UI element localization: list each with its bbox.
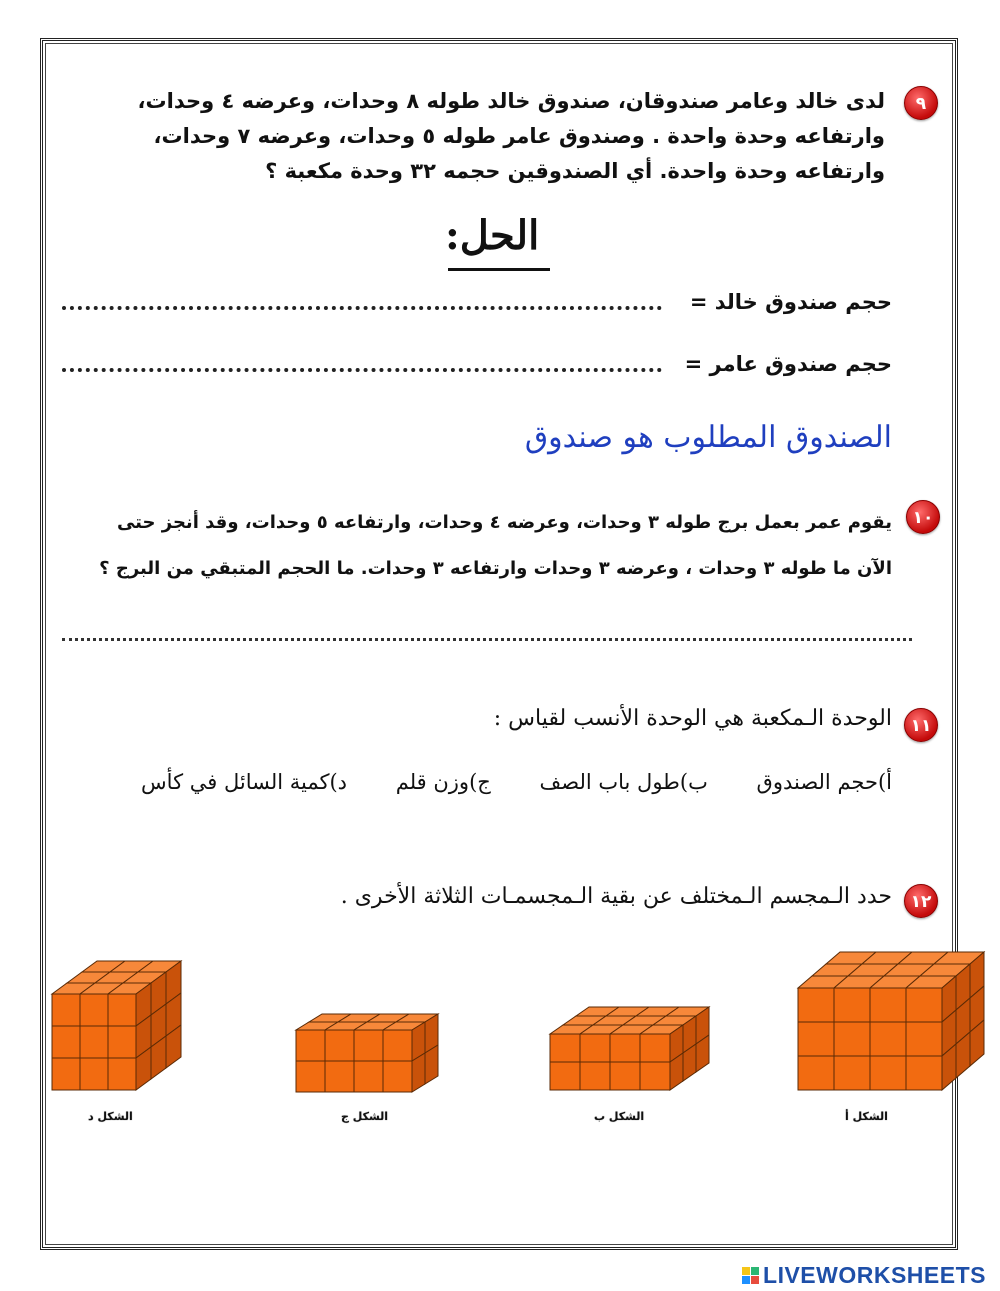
footer-brand: LIVEWORKSHEETS xyxy=(763,1262,986,1288)
shape-a-side-cube xyxy=(956,998,970,1044)
amer-volume-label: حجم صندوق عامر = xyxy=(684,352,892,376)
khaled-volume-answer-field[interactable] xyxy=(62,306,662,310)
shape-a-label: الشكل أ xyxy=(845,1110,888,1123)
shape-d-label: الشكل د xyxy=(88,1110,133,1123)
question-9-line: وارتفاعه وحدة واحدة . وصندوق عامر طوله ٥ وحدات، وعرضه ٧ وحدات، xyxy=(153,124,885,148)
shape-b-label: الشكل ب xyxy=(594,1110,645,1123)
question-11-prompt: الوحدة الـمكعبة هي الوحدة الأنسب لقياس : xyxy=(493,706,892,731)
shape-a-side-cube xyxy=(970,986,984,1032)
question-11-options xyxy=(141,770,892,794)
shape-a-side-cube xyxy=(970,952,984,998)
shape-c-label: الشكل ج xyxy=(341,1110,389,1123)
question-12-prompt: حدد الـمجسم الـمختلف عن بقية الـمجسمـات الثلاثة الأخرى . xyxy=(340,884,892,909)
question-12-badge: ١٢ xyxy=(904,884,938,918)
question-10-line: الآن ما طوله ٣ وحدات ، وعرضه ٣ وحدات وارتفاعه ٣ وحدات. ما الحجم المتبقي من البرج ؟ xyxy=(99,558,892,579)
question-10-badge: ١٠ xyxy=(906,500,940,534)
question-10-answer-field[interactable] xyxy=(62,638,912,641)
question-10-line: يقوم عمر بعمل برج طوله ٣ وحدات، وعرضه ٤ وحدات، وارتفاعه ٥ وحدات، وقد أنجز حتى xyxy=(116,512,892,533)
question-9-text xyxy=(65,84,885,189)
shape-a-side-cube xyxy=(970,1020,984,1066)
amer-volume-answer-field[interactable] xyxy=(62,368,662,372)
question-10-text xyxy=(52,500,892,592)
solution-title: الحل: xyxy=(445,212,540,259)
khaled-volume-label: حجم صندوق خالد = xyxy=(689,290,892,314)
shape-a-side-cube xyxy=(956,964,970,1010)
option-b[interactable]: ب)طول باب الصف xyxy=(539,770,708,794)
question-9-line: وارتفاعه وحدة واحدة. أي الصندوقين حجمه ٣٢ وحدة مكعبة ؟ xyxy=(265,159,885,183)
solution-underline xyxy=(448,268,550,271)
footer-logo xyxy=(742,1262,986,1289)
question-9-line: لدى خالد وعامر صندوقان، صندوق خالد طوله ٨ وحدات، وعرضه ٤ وحدات، xyxy=(137,89,885,113)
shape-a-side-cube xyxy=(956,1032,970,1078)
option-c[interactable]: ج)وزن قلم xyxy=(395,770,491,794)
question-11-badge: ١١ xyxy=(904,708,938,742)
liveworksheets-logo-icon xyxy=(742,1267,759,1284)
option-a[interactable]: أ)حجم الصندوق xyxy=(756,770,892,794)
question-9-badge: ٩ xyxy=(904,86,938,120)
option-d[interactable]: د)كمية السائل في كأس xyxy=(141,770,348,794)
answer-statement: الصندوق المطلوب هو صندوق xyxy=(524,420,892,455)
